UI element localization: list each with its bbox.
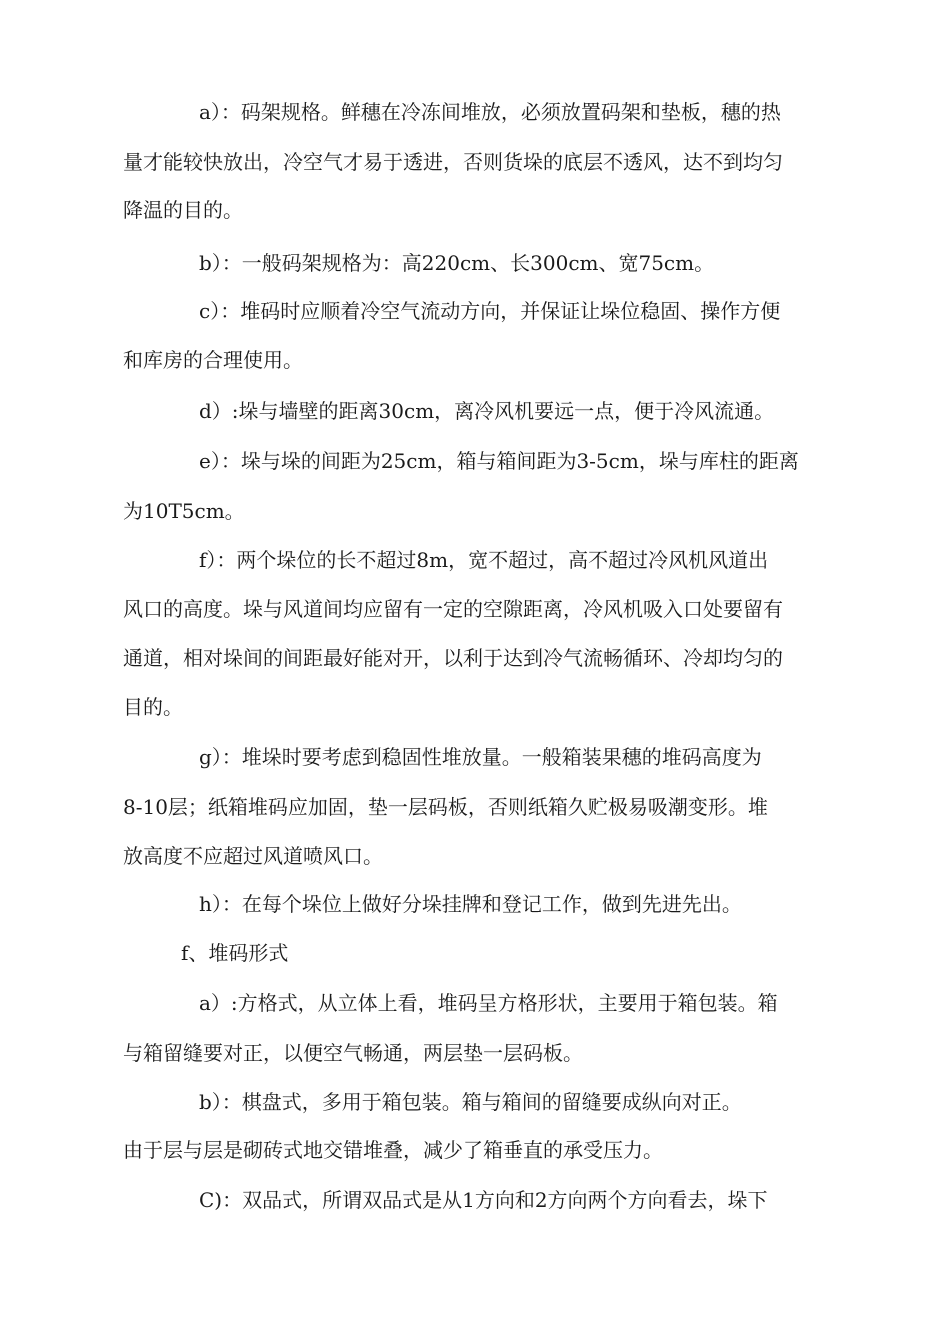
text-line: 降温的目的。 [123, 198, 243, 222]
text-line: 和库房的合理使用。 [123, 348, 303, 372]
text-line: 通道，相对垛间的间距最好能对开，以利于达到冷气流畅循环、冷却均匀的 [123, 646, 783, 670]
text-line: d）:垛与墙壁的距离30cm，离冷风机要远一点，便于冷风流通。 [199, 399, 775, 423]
text-line: a）:方格式，从立体上看，堆码呈方格形状，主要用于箱包装。箱 [199, 991, 778, 1015]
text-line: 由于层与层是砌砖式地交错堆叠，减少了箱垂直的承受压力。 [123, 1138, 663, 1162]
text-line: b）：一般码架规格为：高220cm、长300cm、宽75cm。 [199, 251, 715, 275]
text-line: 量才能较快放出，冷空气才易于透进，否则货垛的底层不透风，达不到均匀 [123, 150, 783, 174]
text-line: 目的。 [123, 695, 183, 719]
section-heading: f、堆码形式 [181, 941, 289, 965]
text-line: g）：堆垛时要考虑到稳固性堆放量。一般箱装果穗的堆码高度为 [199, 745, 762, 769]
text-line: h）：在每个垛位上做好分垛挂牌和登记工作，做到先进先出。 [199, 892, 742, 916]
text-line: c）：堆码时应顺着冷空气流动方向，并保证让垛位稳固、操作方便 [199, 299, 781, 323]
text-line: 为10T5cm。 [123, 499, 245, 523]
text-line: a）：码架规格。鲜穗在冷冻间堆放，必须放置码架和垫板，穗的热 [199, 100, 781, 124]
text-line: C)：双品式，所谓双品式是从1方向和2方向两个方向看去，垛下 [199, 1188, 768, 1212]
text-line: b）：棋盘式，多用于箱包装。箱与箱间的留缝要成纵向对正。 [199, 1090, 742, 1114]
text-line: e）：垛与垛的间距为25cm，箱与箱间距为3-5cm，垛与库柱的距离 [199, 449, 799, 473]
text-line: 8-10层；纸箱堆码应加固，垫一层码板，否则纸箱久贮极易吸潮变形。堆 [123, 795, 768, 819]
text-line: 与箱留缝要对正，以便空气畅通，两层垫一层码板。 [123, 1041, 583, 1065]
text-line: 风口的高度。垛与风道间均应留有一定的空隙距离，冷风机吸入口处要留有 [123, 597, 783, 621]
text-line: 放高度不应超过风道喷风口。 [123, 844, 383, 868]
text-line: f）：两个垛位的长不超过8m，宽不超过，高不超过冷风机风道出 [199, 548, 769, 572]
